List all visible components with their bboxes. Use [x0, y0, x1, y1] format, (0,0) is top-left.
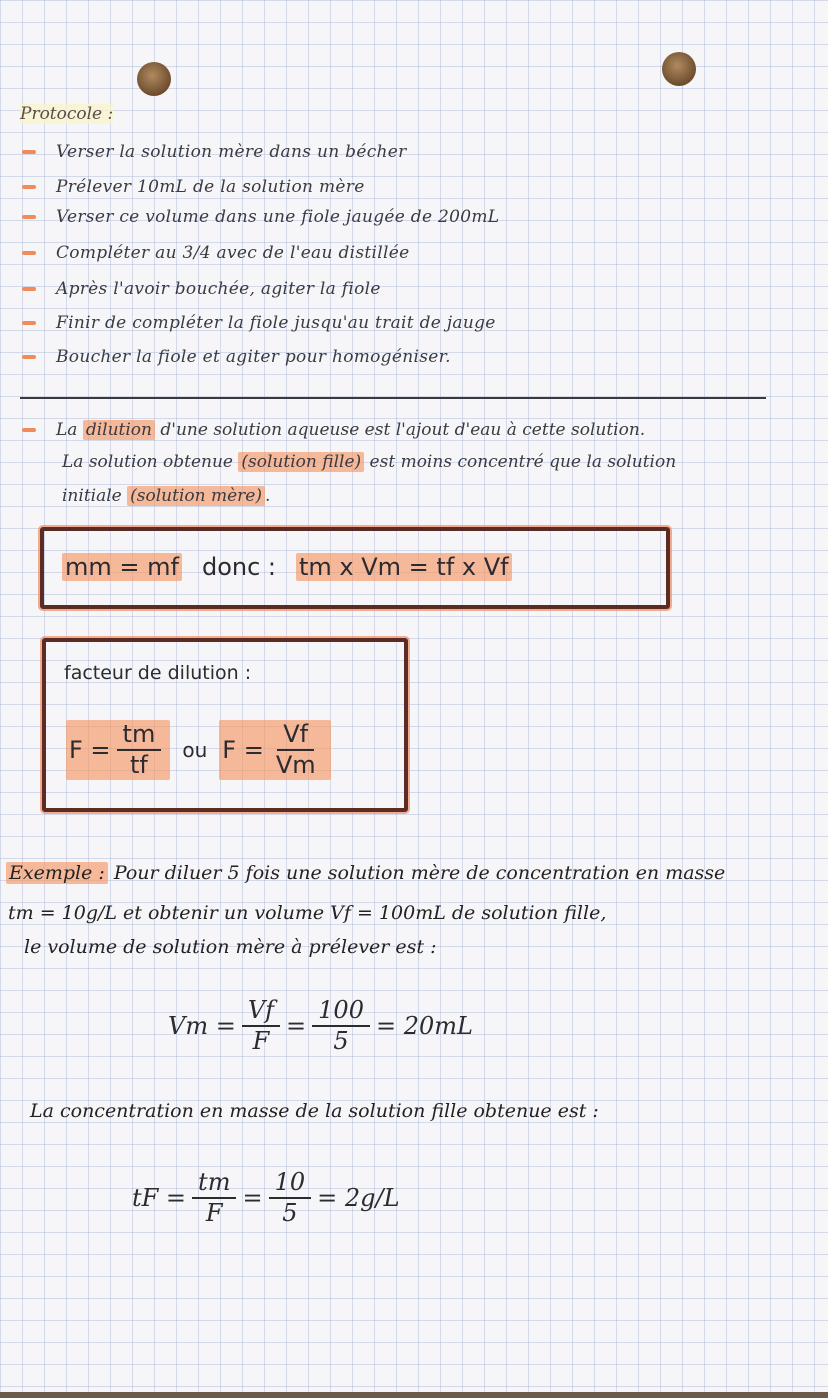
donc-label: donc : — [201, 553, 276, 581]
bullet-dash — [22, 287, 36, 291]
factor-formula-volume: F = $\frac{Vf}{Vm}$ — [219, 720, 330, 780]
example-label: Exemple : — [6, 862, 108, 884]
paper-edge — [0, 1392, 828, 1398]
dilution-equation: tm x Vm = tf x Vf — [296, 553, 512, 581]
mass-conservation: mm = mf — [62, 553, 182, 581]
protocol-step: Finir de compléter la fiole jusqu'au trait de jauge — [22, 313, 496, 333]
protocol-step: Verser la solution mère dans un bécher — [22, 142, 407, 162]
example-line-3: le volume de solution mère à prélever est : — [24, 936, 437, 958]
protocol-step: Verser ce volume dans une fiole jaugée de 200mL — [22, 207, 499, 227]
or-label: ou — [182, 737, 208, 762]
highlight-solution-fille: (solution fille) — [238, 452, 364, 472]
dilution-line-2: La solution obtenue (solution fille) est moins concentré que la solution — [62, 452, 677, 472]
calculation-vm: Vm = $\frac{Vf}{F}$ = $\frac{100}{5}$ = 20mL — [168, 996, 473, 1055]
dilution-definition: La dilution d'une solution aqueuse est l'ajout d'eau à cette solution. — [22, 420, 645, 440]
dilution-line-3: initiale (solution mère) . — [62, 486, 271, 506]
factor-formula-concentration: F = $\frac{tm}{tf}$ — [66, 720, 170, 780]
bullet-dash — [22, 215, 36, 219]
calculation-tf: tF = $\frac{tm}{F}$ = $\frac{10}{5}$ = 2g/L — [132, 1168, 400, 1227]
protocol-step: Compléter au 3/4 avec de l'eau distillée — [22, 243, 409, 263]
protocol-step: Après l'avoir bouchée, agiter la fiole — [22, 279, 381, 299]
binder-hole-right — [662, 52, 696, 86]
bullet-dash — [22, 185, 36, 189]
protocol-step: Boucher la fiole et agiter pour homogéniser. — [22, 347, 451, 367]
conservation-formula-box — [40, 527, 670, 609]
example-line-4: La concentration en masse de la solution fille obtenue est : — [30, 1100, 599, 1122]
bullet-dash — [22, 251, 36, 255]
binder-hole-left — [137, 62, 171, 96]
bullet-dash — [22, 428, 36, 432]
dilution-factor-label: facteur de dilution : — [64, 662, 252, 684]
highlight-dilution: dilution — [83, 420, 155, 440]
protocol-title: Protocole : — [20, 104, 114, 124]
protocol-step: Prélever 10mL de la solution mère — [22, 177, 365, 197]
bullet-dash — [22, 355, 36, 359]
example-line-2: tm = 10g/L et obtenir un volume Vf = 100mL de solution fille, — [8, 902, 607, 924]
dilution-factor-box — [42, 638, 408, 812]
bullet-dash — [22, 150, 36, 154]
section-divider — [20, 397, 766, 399]
highlight-solution-mere: (solution mère) — [127, 486, 265, 506]
bullet-dash — [22, 321, 36, 325]
example-line-1: Exemple : Pour diluer 5 fois une solution mère de concentration en masse — [6, 862, 725, 884]
